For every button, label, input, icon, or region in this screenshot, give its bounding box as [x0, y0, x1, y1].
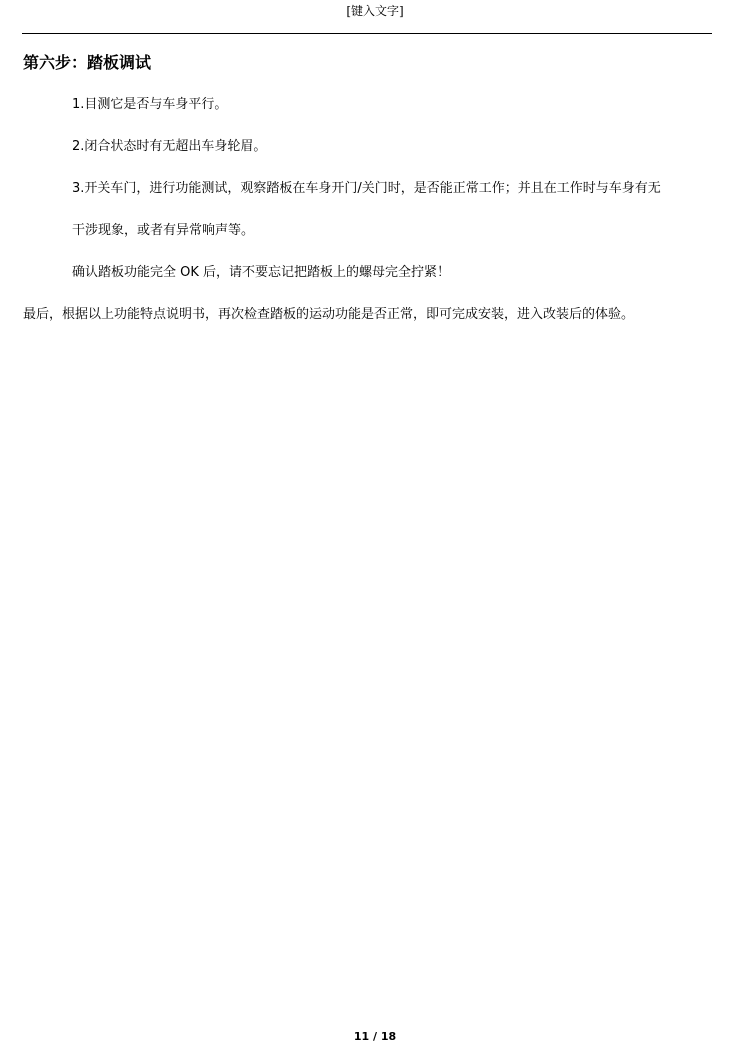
closing-text: 最后，根据以上功能特点说明书，再次检查踏板的运动功能是否正常，即可完成安装，进入改装后的体验。: [23, 307, 635, 322]
header-divider: [22, 33, 712, 34]
step-3-text: 3.开关车门，进行功能测试，观察踏板在车身开门/关门时，是否能正常工作；并且在工作时与车身有无: [72, 181, 661, 196]
section-title: 第六步：踏板调试: [23, 53, 152, 72]
step-1-text: 1.目测它是否与车身平行。: [72, 97, 228, 112]
step-3-continuation: 干涉现象，或者有异常响声等。: [72, 223, 255, 238]
page-number: 11 / 18: [353, 1030, 397, 1043]
header-placeholder: [键入文字]: [346, 4, 404, 18]
reminder-text: 确认踏板功能完全 OK 后，请不要忘记把踏板上的螺母完全拧紧！: [72, 265, 451, 280]
step-2-text: 2.闭合状态时有无超出车身轮眉。: [72, 139, 267, 154]
